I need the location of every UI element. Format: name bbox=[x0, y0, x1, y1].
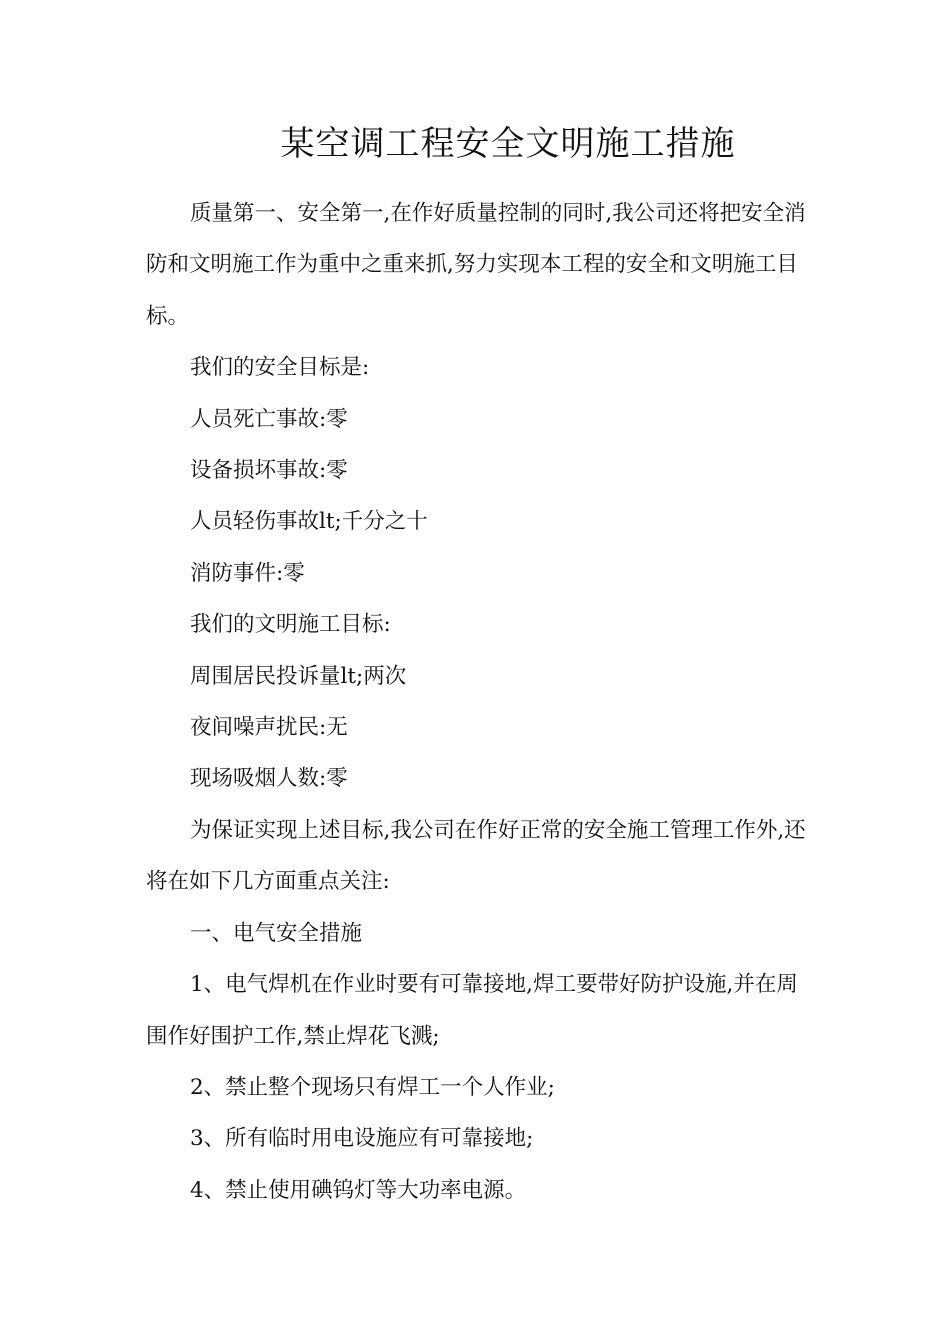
paragraph-goal-fatality: 人员死亡事故:零 bbox=[190, 406, 348, 432]
document-body bbox=[146, 188, 806, 1216]
paragraph-item-3: 3、所有临时用电设施应有可靠接地; bbox=[190, 1126, 534, 1152]
section-heading-electrical: 一、电气安全措施 bbox=[190, 920, 363, 946]
paragraph-goal-smoking: 现场吸烟人数:零 bbox=[190, 766, 348, 792]
paragraph-item-2: 2、禁止整个现场只有焊工一个人作业; bbox=[190, 1074, 555, 1100]
paragraph-safety-goals-heading: 我们的安全目标是: bbox=[190, 355, 370, 381]
paragraph-goal-fire: 消防事件:零 bbox=[190, 560, 305, 586]
paragraph-civil-goals-heading: 我们的文明施工目标: bbox=[190, 612, 391, 638]
paragraph-goal-equipment: 设备损坏事故:零 bbox=[190, 458, 348, 484]
paragraph-goal-complaints: 周围居民投诉量lt;两次 bbox=[190, 663, 407, 689]
paragraph-goal-noise: 夜间噪声扰民:无 bbox=[190, 715, 348, 741]
paragraph-item-4: 4、禁止使用碘钨灯等大功率电源。 bbox=[190, 1177, 527, 1203]
paragraph-focus-intro: 为保证实现上述目标,我公司在作好正常的安全施工管理工作外,还将在如下几方面重点关注: bbox=[146, 817, 806, 895]
document-title: 某空调工程安全文明施工措施 bbox=[280, 124, 736, 164]
paragraph-goal-minor-injury: 人员轻伤事故lt;千分之十 bbox=[190, 509, 428, 535]
paragraph-item-1: 1、电气焊机在作业时要有可靠接地,焊工要带好防护设施,并在周围作好围护工作,禁止焊花飞溅; bbox=[146, 972, 798, 1049]
paragraph-intro: 质量第一、安全第一,在作好质量控制的同时,我公司还将把安全消防和文明施工作为重中之重来抓,努力实现本工程的安全和文明施工目标。 bbox=[146, 201, 806, 329]
